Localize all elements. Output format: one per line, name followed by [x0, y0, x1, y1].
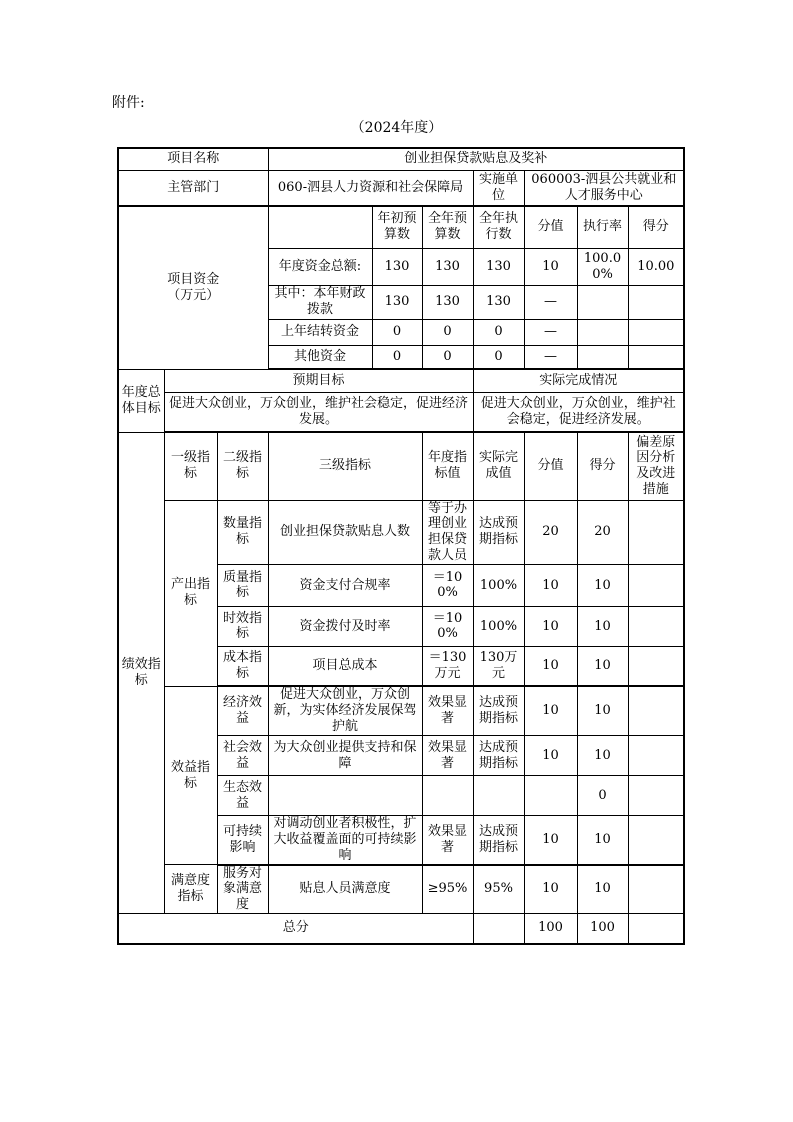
- perf-actual: 130万元: [473, 646, 524, 686]
- fund-score: 10.00: [628, 248, 684, 285]
- perf-level3: [268, 776, 422, 816]
- evaluation-table: [117, 147, 685, 945]
- perf-target: ＝100%: [422, 564, 473, 606]
- perf-score: 10: [577, 736, 628, 776]
- fund-weight: —: [524, 285, 577, 319]
- perf-level2: 时效指标: [217, 606, 268, 646]
- fund-annual: 130: [422, 248, 473, 285]
- perf-group-satisfaction: 满意度指标: [164, 865, 217, 914]
- perf-header-level2: 二级指标: [217, 432, 268, 500]
- perf-score: 10: [577, 564, 628, 606]
- fund-row-label: 年度资金总额:: [268, 248, 372, 285]
- perf-target: ＝100%: [422, 606, 473, 646]
- perf-target: 效果显著: [422, 686, 473, 735]
- annual-goal-label: 年度总体目标: [118, 369, 164, 432]
- perf-score: 10: [577, 686, 628, 735]
- perf-actual: 100%: [473, 606, 524, 646]
- perf-level2: 成本指标: [217, 646, 268, 686]
- perf-deviation: [628, 646, 684, 686]
- funds-label-line2: （万元）: [167, 287, 220, 303]
- perf-actual: 达成预期指标: [473, 816, 524, 865]
- fund-annual: 0: [422, 319, 473, 345]
- fund-exec-rate: [577, 319, 628, 345]
- dept-label: 主管部门: [118, 170, 268, 206]
- funds-col-header-annual: 全年预算数: [422, 206, 473, 248]
- attachment-label: 附件:: [112, 95, 145, 111]
- perf-actual: 达成预期指标: [473, 686, 524, 735]
- funds-label: [118, 206, 268, 369]
- perf-target: 等于办理创业担保贷款人员: [422, 500, 473, 564]
- fund-initial: 0: [372, 319, 422, 345]
- perf-level3: 资金支付合规率: [268, 564, 422, 606]
- perf-header-deviation: 偏差原因分析及改进措施: [628, 432, 684, 500]
- perf-deviation: [628, 564, 684, 606]
- table-row: [118, 206, 684, 248]
- project-name-value: 创业担保贷款贴息及奖补: [268, 148, 684, 170]
- perf-header-target: 年度指标值: [422, 432, 473, 500]
- perf-weight: 10: [524, 646, 577, 686]
- fund-executed: 130: [473, 285, 524, 319]
- funds-col-header-initial: 年初预算数: [372, 206, 422, 248]
- project-name-label: 项目名称: [118, 148, 268, 170]
- table-row: [118, 432, 684, 500]
- total-score: 100: [577, 914, 628, 944]
- fund-executed: 0: [473, 319, 524, 345]
- table-row: [118, 369, 684, 392]
- perf-level3: 创业担保贷款贴息人数: [268, 500, 422, 564]
- total-label: 总分: [118, 914, 473, 944]
- fund-executed: 130: [473, 248, 524, 285]
- perf-deviation: [628, 606, 684, 646]
- perf-target: ＝130万元: [422, 646, 473, 686]
- perf-header-level1: 一级指标: [164, 432, 217, 500]
- fund-annual: 130: [422, 285, 473, 319]
- perf-score: 10: [577, 606, 628, 646]
- expected-goal-header: 预期目标: [164, 369, 473, 392]
- actual-goal-text: 促进大众创业，万众创业，维护社会稳定，促进经济发展。: [473, 392, 684, 432]
- funds-col-header-executed: 全年执行数: [473, 206, 524, 248]
- fund-exec-rate: [577, 285, 628, 319]
- actual-goal-header: 实际完成情况: [473, 369, 684, 392]
- total-weight: 100: [524, 914, 577, 944]
- total-actual-empty: [473, 914, 524, 944]
- perf-actual: 95%: [473, 865, 524, 914]
- fund-score: [628, 319, 684, 345]
- perf-weight: 20: [524, 500, 577, 564]
- table-row: [118, 392, 684, 432]
- fund-exec-rate: 100.00%: [577, 248, 628, 285]
- perf-level3: 资金拨付及时率: [268, 606, 422, 646]
- perf-deviation: [628, 865, 684, 914]
- perf-actual: [473, 776, 524, 816]
- perf-section-label: 绩效指标: [118, 432, 164, 914]
- perf-level2: 经济效益: [217, 686, 268, 735]
- perf-target: 效果显著: [422, 736, 473, 776]
- perf-header-weight: 分值: [524, 432, 577, 500]
- fund-initial: 130: [372, 285, 422, 319]
- dept-value: 060-泗县人力资源和社会保障局: [268, 170, 473, 206]
- perf-deviation: [628, 776, 684, 816]
- perf-group-benefit: 效益指标: [164, 686, 217, 864]
- fund-score: [628, 345, 684, 369]
- perf-level2: 可持续影响: [217, 816, 268, 865]
- perf-header-score: 得分: [577, 432, 628, 500]
- perf-weight: 10: [524, 564, 577, 606]
- fund-score: [628, 285, 684, 319]
- perf-target: 效果显著: [422, 816, 473, 865]
- perf-group-output: 产出指标: [164, 500, 217, 686]
- table-row: [118, 686, 684, 735]
- table-row: [118, 865, 684, 914]
- perf-weight: 10: [524, 816, 577, 865]
- perf-actual: 达成预期指标: [473, 500, 524, 564]
- perf-score: 10: [577, 865, 628, 914]
- table-row: [118, 170, 684, 206]
- perf-weight: 10: [524, 606, 577, 646]
- fund-exec-rate: [577, 345, 628, 369]
- perf-level3: 项目总成本: [268, 646, 422, 686]
- perf-level3: 对调动创业者积极性，扩大收益覆盖面的可持续影响: [268, 816, 422, 865]
- fund-weight: —: [524, 319, 577, 345]
- perf-deviation: [628, 500, 684, 564]
- fund-row-label: 上年结转资金: [268, 319, 372, 345]
- perf-weight: 10: [524, 736, 577, 776]
- fund-weight: 10: [524, 248, 577, 285]
- perf-level3: 贴息人员满意度: [268, 865, 422, 914]
- perf-level2: 生态效益: [217, 776, 268, 816]
- perf-score: 10: [577, 646, 628, 686]
- perf-header-level3: 三级指标: [268, 432, 422, 500]
- table-row: [118, 914, 684, 944]
- fund-initial: 0: [372, 345, 422, 369]
- perf-deviation: [628, 816, 684, 865]
- fund-row-label: 其他资金: [268, 345, 372, 369]
- perf-weight: 10: [524, 865, 577, 914]
- perf-score: 20: [577, 500, 628, 564]
- perf-actual: 100%: [473, 564, 524, 606]
- perf-header-actual: 实际完成值: [473, 432, 524, 500]
- perf-level2: 社会效益: [217, 736, 268, 776]
- table-row: [118, 500, 684, 564]
- perf-weight: [524, 776, 577, 816]
- perf-level2: 质量指标: [217, 564, 268, 606]
- fund-executed: 0: [473, 345, 524, 369]
- perf-target: [422, 776, 473, 816]
- funds-col-header-exec-rate: 执行率: [577, 206, 628, 248]
- perf-deviation: [628, 686, 684, 735]
- doc-title: （2024年度）: [350, 120, 443, 136]
- perf-level2: 服务对象满意度: [217, 865, 268, 914]
- funds-col-header-score: 得分: [628, 206, 684, 248]
- fund-initial: 130: [372, 248, 422, 285]
- funds-corner-empty: [268, 206, 372, 248]
- perf-actual: 达成预期指标: [473, 736, 524, 776]
- perf-level2: 数量指标: [217, 500, 268, 564]
- expected-goal-text: 促进大众创业，万众创业，维护社会稳定，促进经济发展。: [164, 392, 473, 432]
- perf-target: ≥95%: [422, 865, 473, 914]
- perf-deviation: [628, 736, 684, 776]
- total-deviation-empty: [628, 914, 684, 944]
- table-row: [118, 148, 684, 170]
- impl-unit-value: 060003-泗县公共就业和人才服务中心: [524, 170, 684, 206]
- impl-unit-label: 实施单位: [473, 170, 524, 206]
- perf-level3: 为大众创业提供支持和保障: [268, 736, 422, 776]
- perf-score: 10: [577, 816, 628, 865]
- fund-row-label: 其中：本年财政拨款: [268, 285, 372, 319]
- perf-score: 0: [577, 776, 628, 816]
- fund-annual: 0: [422, 345, 473, 369]
- funds-col-header-weight: 分值: [524, 206, 577, 248]
- funds-label-line1: 项目资金: [167, 271, 220, 287]
- perf-weight: 10: [524, 686, 577, 735]
- fund-weight: —: [524, 345, 577, 369]
- perf-level3: 促进大众创业，万众创新，为实体经济发展保驾护航: [268, 686, 422, 735]
